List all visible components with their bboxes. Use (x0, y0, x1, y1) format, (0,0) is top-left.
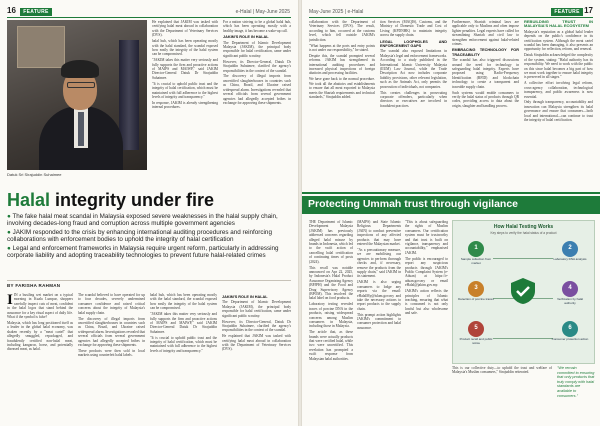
subheading: JAKIM'S ROLE IN HALAL (222, 295, 268, 299)
step-number-circle: 3 (468, 281, 484, 297)
paragraph: Datuk Sirajuddin acknowledged the complexity of the system, stating: "Halal authority has its responsibility. We need to work with the public on this since halal becomes a big part of how we must work together to ensure halal integrity is preserved in all stages." (524, 53, 593, 80)
paragraph: Furthermore, Shariah criminal laws are applicable only to Muslims and often impose lighter penalties. Legal experts have called for streamlining Shariah and civil law to strengthen enforcement against halal-related crimes. (452, 20, 519, 47)
paragraph: "It is crucial to uphold public trust and the integrity of halal certification, which must be maintained with full adherence to the highest levels of integrity and transparency." (150, 335, 217, 353)
paragraph: Malaysia's reputation as a global halal leader depends on the public's confidence in its certification system. Although the meat cartel scandal has been damaging, it also presents an opportunity for reflection, reform, and renewal. (524, 29, 593, 52)
step-number-circle: 6 (562, 321, 578, 337)
infographic-step-1 (457, 241, 495, 265)
step-label: Verification by halal authority (557, 297, 583, 305)
paragraph (7, 293, 73, 319)
paragraph: Only through transparency, accountability and innovation can Malaysia strengthen its halal governance and ensure that consumers—both local and international—can continue to trust the integrity of halal certification. (524, 100, 593, 123)
step-number-circle: 1 (468, 241, 484, 257)
paragraph: halal hub, which has been operating mostly with the halal standard, the scandal exposed how easily the integrity of the halal system can be compromised. (152, 39, 218, 57)
bullet-text: The fake halal meat scandal in Malaysia exposed severe weaknesses in the halal supply chain, involving decades-long fraud and corruption across multiple government agencies (7, 213, 278, 228)
section-divider (7, 280, 291, 281)
paragraph: "JAKIM takes this matter very seriously and fully supports the firm and proactive actions of MAIPS and MAIWP," said JAKIM Director-General Datuk Dr Sirajuddin Suhaimee. (150, 312, 217, 334)
background-frame (17, 26, 65, 68)
paragraph: collaboration with the Department of Veterinary Services (DVS). The result, according to him, occurred at the customs level, which fell outside JAKIM's jurisdiction. (309, 20, 375, 42)
body-column-1 (7, 293, 73, 421)
step-label: Product recall and public notice (459, 337, 493, 345)
page-number: 16 (7, 6, 16, 15)
paragraph: We have gone back to the normal procedure. We took all the abattoirs and establishments to ensure that all meat exported to Malaysia meets the Shariah requirements and technical standards," Sirajuddin added. (309, 77, 375, 99)
bullet-icon: ● (7, 213, 13, 220)
paragraph: The scandal has also triggered discussions around the need for technology in safeguarding halal integrity. Experts have proposed using Radio-Frequency Identification (RFID) and blockchain technology to create a transparent and traceable supply chain. (452, 58, 519, 89)
pull-quote: "We remain committed to ensuring that only products that truly comply with halal standards are available to consumers." (557, 366, 595, 398)
paragraph: The Department of Islamic Development Malaysia (JAKIM), the principal body responsible for halal certification, came under significant public scrutiny. (223, 40, 291, 58)
headline-highlight: Halal (7, 190, 51, 210)
feature-column-3 (405, 220, 448, 420)
infographic-step-4 (551, 281, 589, 305)
bullet-item (7, 245, 295, 260)
section-badge: FEATURE (551, 8, 582, 16)
feature-column-4 (452, 366, 552, 422)
paragraph: However, its Director-General, Datuk Dr Sirajuddin Suhaimee, clarified the agency's responsibilities in the context of the scandal. (223, 59, 291, 73)
byline: BY FARISHA RAHMAN (7, 283, 61, 288)
halal-shield-icon (508, 276, 538, 306)
bullet-item (7, 229, 295, 244)
right-running-head (548, 6, 593, 16)
flow-arrow (493, 258, 553, 259)
paragraph: tion Services (MAQIS), Customs, and the Ministry of Domestic Trade and Cost of Living (KPDNHK) to maintain integrity across the supply chain. (380, 20, 447, 38)
page-number: 17 (584, 6, 593, 15)
step-label: Detection of porcine traces (458, 297, 494, 301)
paragraph: The scandal also exposed limitations in Malaysia's legal and enforcement frameworks. According to a study published in the International Islamic University Malaysia (IIUM) Law Journal, while the Trade Description Act now includes corporate liability provisions, other relevant legislation, such as the Animals Act, only permits the prosecution of individuals, not companies. (380, 49, 447, 89)
running-head-text: May-June 2025 | e-Halal (309, 9, 364, 15)
left-page-column-4 (223, 20, 291, 188)
photo-caption: Datuk Sri Sirajuddin Suhaimee (7, 172, 62, 177)
infographic-subtitle: Key steps to verify the halal status of a product (490, 231, 557, 235)
glasses (67, 82, 95, 88)
bullet-text: JAKIM responded to the crisis by enhancing international auditing procedures and reinforcing collaborations with enforcement bodies to uphold the integrity of halal certification (7, 228, 272, 244)
feature-column-2 (357, 220, 401, 420)
paragraph: "It is crucial to uphold public trust and the integrity of halal certification, which must be maintained with full adherence to the highest levels of integrity and transparency." (152, 81, 218, 99)
paragraph: Malaysia, which has long positioned itself as a leader in the global halal economy, was shaken recently by a "meat cartel" that allegedly smuggled, repackaged, and fraudulently certified non-halal meat, including kangaroo, horse, and potentially diseased meat, as halal. (7, 320, 73, 352)
paragraph: This prompt action highlights JAKIM's commitment to consumer protection and halal assurance. (357, 312, 401, 330)
paragraph: JAKIM's action reflects the principles of Islamic teaching, ensuring that what is consumed is not only lawful but also wholesome and safe. (405, 289, 448, 316)
infographic-step-5 (457, 321, 495, 345)
background-flag (119, 40, 139, 150)
drop-cap: I (7, 293, 13, 308)
summary-bullets (7, 213, 295, 260)
step-label: Sample collection from market (460, 257, 492, 265)
paragraph: The discovery of illegal imports from uncertified slaughterhouses in countries such as China, Brazil, and Ukraine raised widespread alarm. Investigations revealed that several officials from several government agencies had allegedly accepted bribes in exchange for approving these shipments. (223, 74, 291, 105)
paragraph: For a nation striving to be a global halal hub, which has been operating mostly with a healthy image, it has become a wake-up call. (223, 20, 291, 33)
paragraph: This recall was notable announced on Apr 22, 2025, by Indonesia's Halal Product Assurance Organizing Agency (BPJPH) and the Food and Drug Supervisory Agency (BPOM). This involved the halal label on food products. (309, 265, 353, 301)
subheading: JAKIM'S ROLE IN HALAL (223, 35, 269, 40)
paragraph: "JAKIM takes this matter very seriously and fully supports the firm and proactive actions of MAIPS and MAIWP," said JAKIM Director-General Datuk Dr Sirajuddin Suhaimee. (152, 58, 218, 80)
feature-headline: Protecting Ummah trust through vigilance (308, 198, 519, 210)
subheading: EMBRACING TECHNOLOGY FOR TRACEABILITY (452, 48, 519, 57)
paragraph: "This is about safeguarding the rights of Muslim consumers. Our certification system must be trustworthy and that trust is built on vigilance, transparency and accountability," emphasised JAKIM. (405, 220, 448, 255)
right-body-column-3 (452, 20, 519, 188)
body-column-3 (150, 293, 217, 421)
halal-testing-infographic (452, 220, 595, 364)
infographic-step-6 (551, 321, 589, 342)
paragraph: This creates challenges in prosecuting corporate offenders, particularly when directors or executives are involved in fraudulent practices. (380, 90, 447, 108)
hair (61, 60, 99, 78)
paragraph: Laboratory testing revealed traces of porcine DNA in the products, raising widespread concerns among Muslim consumers in Malaysia, including those in Malaysia. (309, 302, 353, 329)
right-page (302, 0, 600, 426)
step-number-circle: 2 (562, 241, 578, 257)
paragraph: THE Department of Islamic Development Malaysia (JAKIM) has previously addressed concerns regarding alleged halal misuse by brands in Indonesia, which led to the swift action of cancelling halal certification of continuing times of posts (2024). (309, 220, 353, 264)
paragraph: A collective effort involving legal reform, cross-agency collaboration, technological transparency, and public awareness is now essential. (524, 81, 593, 99)
paragraph: (MAIPS) and State Islamic Religious Departments (JAIN) to conduct preventive inspections of any affected products that may have entered the Malaysian market. (357, 220, 401, 247)
header-rule (309, 17, 593, 18)
bullet-item (7, 213, 295, 228)
right-body-column-1 (309, 20, 375, 188)
subheading: LEGAL LOOPHOLES AND ENFORCEMENT GAPS (380, 39, 447, 49)
left-page (0, 0, 298, 426)
step-number-circle: 5 (468, 321, 484, 337)
bullet-icon: ● (7, 244, 13, 252)
paragraph: The public is encouraged to report any suspicious products through JAKIM's Public Complaint System (e-Aduan) at https://e-aduan.gov.my or email eHalal@jakim.gov.my. (405, 256, 448, 288)
paragraph: These products were then sold in local markets using counterfeit halal labels. (78, 348, 145, 358)
running-head-text: e-Halal | May-June 2025 (235, 9, 290, 15)
sidebar-column (524, 20, 593, 188)
section-badge: FEATURE (20, 8, 51, 16)
paragraph: "What happens at the ports and entry points is not under our responsibility," he stated. (309, 43, 375, 52)
infographic-step-3 (457, 281, 495, 302)
flow-arrow (493, 338, 553, 339)
body-column-2 (78, 293, 145, 421)
paragraph: Such systems would enable consumers to verify the halal status of products through QR codes, providing access to data about the origin, slaughter and handling process. (452, 90, 519, 108)
paragraph-text: IN a bustling wet market on a typical morning in Kuala Lumpur, shoppers carefully inspect cuts of meat, confident in the halal logos that stand behind the assurance for a key ritual aspect of daily life. What if the symbol is false? (7, 293, 73, 320)
infographic-step-2 (551, 241, 589, 262)
paragraph: The Department of Islamic Development Malaysia (JAKIM), the principal body responsible for halal certification, came under significant public scrutiny. (222, 300, 291, 318)
feature-headline-banner (302, 196, 600, 214)
paragraph: "As a precautionary measure, we are mobilising our agencies to perform thorough checks and, if necessary, remove the products from the supply chain," said JAKIM in its statement. (357, 247, 401, 279)
step-label: Laboratory DNA analysis (553, 257, 587, 261)
sidebar-title: REBUILDING TRUST IN MALAYSIA'S HALAL ECOSYSTEM (524, 20, 593, 29)
paragraph: The discovery of illegal imports from uncertified slaughterhouses in countries such as China, Brazil, and Ukraine raised widespread alarm. Investigations revealed that several officials from several government agencies had allegedly accepted bribes in exchange for approving these shipments. (78, 316, 145, 347)
paragraph: Despite this, the scandal prompted several reforms. JAKIM has strengthened its international auditing procedures and increased physical inspections of foreign abattoirs and processing facilities. (309, 53, 375, 76)
left-page-column-3 (152, 20, 218, 188)
tie (78, 112, 84, 146)
bullet-text: Legal and enforcement frameworks in Malaysia require urgent reform, particularly in addressing corporate liability and adopting traceability technologies to prevent future halal-related crimes (7, 244, 279, 260)
paragraph: He explained that JAKIM was tasked with certifying halal meat abroad in collaboration with the Department of Veterinary Services (DVS). (222, 334, 291, 352)
paragraph: JAKIM is also urging consumers to lodge any reports via the email: eHalalMy@islam.gov.my and take the necessary actions to report products to the supply chain. (357, 280, 401, 311)
paragraph: The article that, as these brands were actually products that were certified halal, while two were uncertified. This revelation has prompted a swift response from Malaysian halal authorities. (309, 330, 353, 361)
portrait-photo (7, 20, 147, 170)
main-headline (7, 190, 214, 211)
bullet-icon: ● (7, 228, 13, 236)
feature-column-1 (309, 220, 353, 420)
left-running-head (7, 6, 52, 16)
paragraph: However, its Director-General, Datuk Dr Sirajuddin Suhaimee, clarified the agency's responsibilities in the context of the scandal. (222, 319, 291, 333)
headline-rest: integrity under fire (50, 190, 215, 210)
infographic-title: How Halal Testing Works (493, 224, 554, 230)
step-label: Consumer protection action (551, 337, 589, 341)
header-rule (7, 17, 291, 18)
paragraph: This is our collective duty—to uphold the trust and welfare of Malaysia's Muslim consumers," Sirajuddin reiterated. (452, 366, 552, 375)
paragraph: In response, JAKIM is already strengthening internal procedures. (152, 100, 218, 110)
paragraph: The scandal believed to have operated for up to four decades, severely undermined consumer confidence and raised critical concerns about the integrity of Malaysia's halal supply chain. (78, 293, 145, 315)
feature-top-rule (302, 192, 600, 194)
paragraph: He explained that JAKIM was tasked with certifying halal meat abroad in collaboration with the Department of Veterinary Services (DVS). (152, 20, 218, 38)
step-number-circle: 4 (562, 281, 578, 297)
right-body-column-2 (380, 20, 447, 188)
body-column-4 (222, 293, 291, 421)
paragraph: halal hub, which has been operating mostly with the halal standard, the scandal exposed how easily the integrity of the halal system can be compromised. (150, 293, 217, 311)
